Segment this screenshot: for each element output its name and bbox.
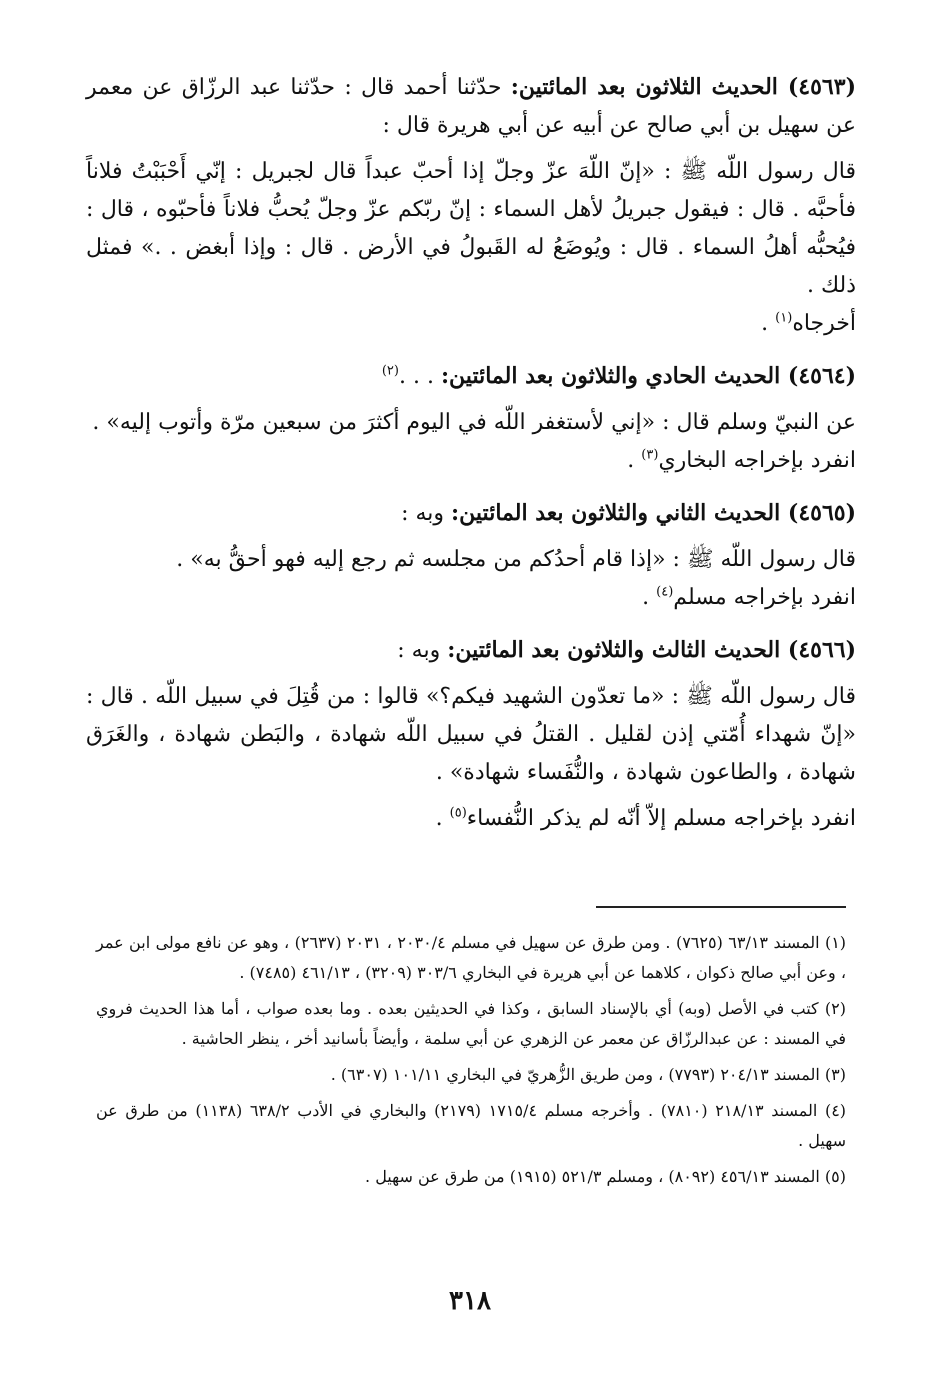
hadith-4565-takhrij-line — [86, 579, 856, 617]
hadith-4566 — [86, 631, 856, 838]
hadith-4565-takhrij-end: . — [642, 585, 657, 610]
hadith-4566-after-heading: وبه : — [397, 638, 448, 663]
hadith-4563-heading: (٤٥٦٣) الحديث الثلاثون بعد المائتين: — [510, 74, 856, 100]
footnote-ref-3[interactable]: (٣) — [641, 447, 659, 463]
hadith-4565-takhrij: انفرد بإخراجه مسلم — [673, 585, 856, 610]
hadith-4563-matn: قال رسول اللّه ﷺ : «إنّ اللّهَ عزّ وجلّ إذا أحبّ عبداً قال لجبريل : إنّي أَحْبَبْتُ فلاناً فأحبَّه . قال : فيقول جبريلُ لأهل السماء : إنّ ربّكم عزّ وجلّ يُحبُّ فلاناً فأحبّوه ، قال : فيُحبُّه أهلُ السماء . قال : ويُوضَعُ له القَبولُ في الأرض . قال : وإذا أبغض . .» فمثل ذلك . — [86, 159, 856, 298]
hadith-4566-matn: قال رسول اللّه ﷺ : «ما تعدّون الشهيد فيكم؟» قالوا : من قُتِلَ في سبيل اللّه . قال : «إنّ شهداء أُمّتي إذن لقليل . القتلُ في سبيل اللّه شهادة ، والبَطن شهادة ، والغَرَق شهادة ، والطاعون شهادة ، والنُّفَساء شهادة» . — [86, 684, 856, 785]
hadith-4566-takhrij: انفرد بإخراجه مسلم إلاّ أنّه لم يذكر النُّفساء — [466, 806, 856, 831]
hadith-4564-takhrij-end: . — [627, 448, 642, 473]
footnote-1: (١) المسند ٦٣/١٣ (٧٦٢٥) . ومن طرق عن سهيل في مسلم ٢٠٣٠/٤ ، ٢٠٣١ (٢٦٣٧) ، وهو عن نافع مولى ابن عمر ، وعن أبي صالح ذكوان ، كلاهما عن أبي هريرة في البخاري ٣٠٣/٦ (٣٢٠٩) ، ٤٦١/١٣ (٧٤٨٥) . — [96, 933, 847, 982]
hadith-4565 — [86, 494, 856, 617]
hadith-4564-takhrij-line — [86, 442, 856, 480]
main-text — [86, 68, 856, 838]
hadith-4565-matn: قال رسول اللّه ﷺ : «إذا قام أحدُكم من مجلسه ثم رجع إليه فهو أحقُّ به» . — [176, 547, 856, 572]
hadith-4563 — [86, 68, 856, 343]
hadith-4564-after-heading: . . . — [398, 364, 441, 389]
hadith-4566-heading: (٤٥٦٦) الحديث الثالث والثلاثون بعد المائتين: — [447, 637, 856, 663]
footnote-ref-5[interactable]: (٥) — [449, 805, 467, 821]
footnote-ref-1[interactable]: (١) — [775, 310, 793, 326]
hadith-4564-heading-line — [86, 357, 856, 396]
footnote-separator — [596, 906, 846, 908]
hadith-4565-after-heading: وبه : — [401, 501, 452, 526]
hadith-4564-matn: عن النبيّ وسلم قال : «إني لأستغفر اللّه في اليوم أكثرَ من سبعين مرّة وأتوب إليه» . — [92, 410, 856, 435]
hadith-4565-heading: (٤٥٦٥) الحديث الثاني والثلاثون بعد المائتين: — [451, 500, 856, 526]
hadith-4563-takhrij-line — [86, 305, 856, 343]
footnote-ref-4[interactable]: (٤) — [656, 584, 674, 600]
hadith-4563-isnad: حدّثنا أحمد قال : حدّثنا عبد الرزّاق عن معمر عن سهيل بن أبي صالح عن أبيه عن أبي هريرة قال : — [86, 75, 856, 138]
hadith-4563-takhrij-end: . — [761, 311, 776, 336]
hadith-4566-takhrij-line — [86, 800, 856, 838]
hadith-4566-heading-line — [86, 631, 856, 670]
hadith-4566-takhrij-end: . — [435, 806, 450, 831]
footnote-4: (٤) المسند ٢١٨/١٣ (٧٨١٠) . وأخرجه مسلم ١٧١٥/٤ (٢١٧٩) والبخاري في الأدب ٦٣٨/٢ (١١٣٨) من طرق عن سهيل . — [96, 1101, 847, 1150]
hadith-4564-takhrij: انفرد بإخراجه البخاري — [658, 448, 856, 473]
hadith-4565-heading-line — [86, 494, 856, 533]
footnotes — [96, 928, 846, 1198]
page-number: ٣١٨ — [449, 1286, 491, 1316]
hadith-4564-heading: (٤٥٦٤) الحديث الحادي والثلاثون بعد المائتين: — [440, 363, 856, 389]
hadith-4564 — [86, 357, 856, 480]
footnote-ref-2[interactable]: (٢) — [381, 363, 399, 379]
hadith-4563-takhrij: أخرجاه — [792, 311, 856, 336]
hadith-4563-opening — [86, 68, 856, 145]
footnote-5: (٥) المسند ٤٥٦/١٣ (٨٠٩٢) ، ومسلم ٥٢١/٣ (١٩١٥) من طرق عن سهيل . — [365, 1167, 846, 1186]
footnote-2: (٢) كتب في الأصل (وبه) أي بالإسناد السابق ، وكذا في الحديثين بعده . وما بعده صواب ، أما هذا الحديث فروي في المسند : عن عبدالرزّاق عن معمر عن الزهري عن أبي سلمة ، وأيضاً بأسانيد أخر ، ينظر الحاشية . — [96, 999, 847, 1048]
footnote-3: (٣) المسند ٢٠٤/١٣ (٧٧٩٣) ، ومن طريق الزُّهريّ في البخاري ١٠١/١١ (٦٣٠٧) . — [330, 1065, 846, 1084]
